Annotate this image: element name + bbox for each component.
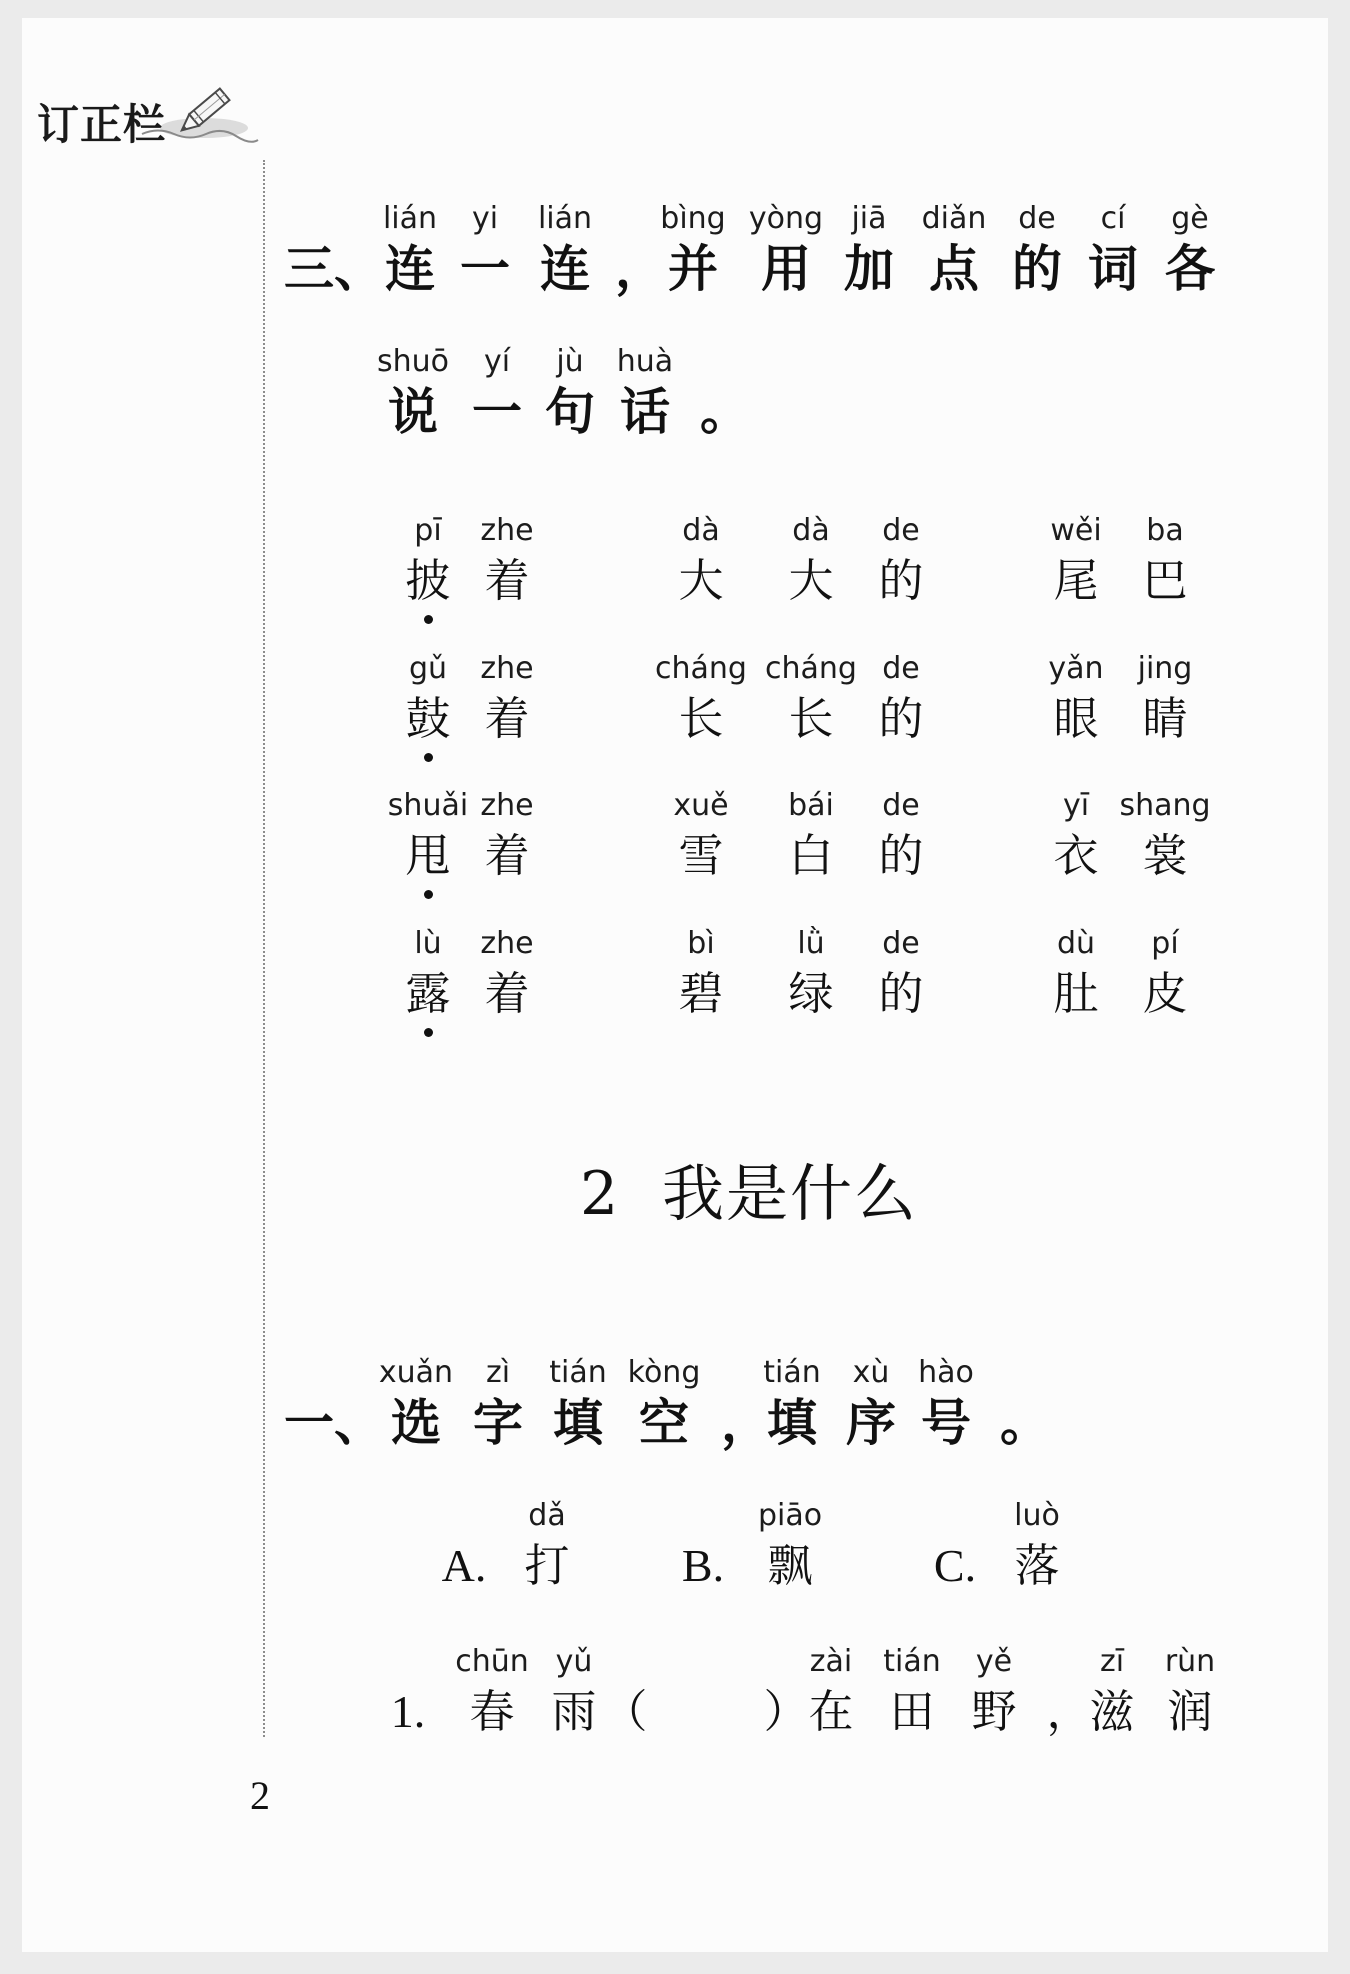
pinyin: zhe (480, 651, 534, 686)
hanzi: 落 (1014, 1539, 1060, 1592)
pinyin: yǔ (555, 1644, 593, 1679)
option-letter-text: A. (441, 1540, 487, 1591)
punctuation: 。 (700, 383, 750, 441)
hanzi: 碧 (678, 967, 724, 1020)
hanzi: 的 (878, 829, 924, 882)
correction-column-label: 订正栏 (37, 100, 167, 149)
pinyin: yí (483, 344, 511, 379)
punctuation: ， (721, 1394, 771, 1452)
hanzi: 用 (761, 240, 811, 298)
hanzi: 长 (788, 692, 834, 745)
char-cell (831, 511, 971, 611)
punctuation: （ (602, 1685, 648, 1738)
pinyin: gè (1171, 201, 1209, 236)
char-cell (831, 786, 971, 886)
page-number: 2 (250, 1773, 270, 1818)
option-letter-text: B. (681, 1540, 725, 1591)
hanzi: 衣 (1053, 829, 1099, 882)
hanzi: 雪 (678, 829, 724, 882)
hanzi: 的 (878, 692, 924, 745)
word-match-row (0, 511, 1350, 623)
word-match-row (0, 649, 1350, 761)
section-1-instruction-line (0, 1353, 1350, 1465)
emphasis-dot (424, 890, 433, 899)
pinyin: hào (918, 1355, 974, 1390)
emphasis-dot (424, 1028, 433, 1037)
pinyin: luò (1014, 1498, 1060, 1533)
hanzi: 着 (484, 554, 530, 607)
punctuation-cell (955, 1353, 1095, 1453)
pinyin: zhe (480, 513, 534, 548)
hanzi: 裳 (1142, 829, 1188, 882)
pinyin: cháng (765, 651, 857, 686)
char-cell (1095, 511, 1235, 611)
char-cell (437, 511, 577, 611)
pinyin: zài (809, 1644, 853, 1679)
hanzi: 眼 (1053, 692, 1099, 745)
pinyin: rùn (1164, 1644, 1216, 1679)
pinyin: cháng (655, 651, 747, 686)
pinyin: bìng (660, 201, 726, 236)
punctuation: 。 (1000, 1394, 1050, 1452)
char-cell (1095, 649, 1235, 749)
hanzi: 尾 (1053, 554, 1099, 607)
pinyin: zī (1099, 1644, 1125, 1679)
lesson-title: 我是什么 (662, 1157, 919, 1230)
section-3-instruction-line-2 (0, 342, 1350, 454)
pinyin: shang (1119, 788, 1211, 823)
pinyin: lián (537, 201, 593, 236)
char-cell (437, 924, 577, 1024)
hanzi: 大 (678, 554, 724, 607)
hanzi: 长 (678, 692, 724, 745)
pinyin: jù (556, 344, 584, 379)
hanzi: 大 (788, 554, 834, 607)
hanzi: 润 (1167, 1685, 1213, 1738)
pinyin: bái (788, 788, 834, 823)
pinyin: dǎ (528, 1498, 566, 1533)
pinyin: de (882, 513, 920, 548)
hanzi: 白 (788, 829, 834, 882)
pinyin: zhe (480, 926, 534, 961)
word-match-row (0, 924, 1350, 1036)
char-cell (1120, 1642, 1260, 1742)
pinyin: zhe (480, 788, 534, 823)
hanzi: 披 (405, 554, 451, 607)
pinyin: yě (975, 1644, 1013, 1679)
pinyin: wěi (1050, 513, 1102, 548)
hanzi: 填 (767, 1394, 817, 1452)
punctuation: ） (763, 1685, 809, 1738)
pinyin: de (882, 926, 920, 961)
hanzi: 连 (385, 240, 435, 298)
section-number-text: 一、 (284, 1394, 384, 1452)
section-number-text: 三、 (284, 240, 384, 298)
hanzi: 在 (808, 1685, 854, 1738)
pinyin: bì (687, 926, 715, 961)
char-cell (831, 924, 971, 1024)
hanzi: 着 (484, 967, 530, 1020)
hanzi: 飘 (767, 1539, 813, 1592)
pinyin: tián (763, 1355, 821, 1390)
hanzi: 打 (524, 1539, 570, 1592)
option-char-cell (967, 1496, 1107, 1596)
hanzi: 的 (1012, 240, 1062, 298)
hanzi: 话 (620, 383, 670, 441)
pinyin: jiā (851, 201, 887, 236)
hanzi: 鼓 (405, 692, 451, 745)
pinyin: xuǎn (378, 1355, 454, 1390)
hanzi: 选 (391, 1394, 441, 1452)
option-char-cell (720, 1496, 860, 1596)
pinyin: tián (549, 1355, 607, 1390)
pinyin: chūn (455, 1644, 529, 1679)
hanzi: 睛 (1142, 692, 1188, 745)
pinyin: piāo (757, 1498, 823, 1533)
pinyin: shuǎi (387, 788, 469, 823)
pinyin: dù (1056, 926, 1096, 961)
hanzi: 序 (846, 1394, 896, 1452)
pinyin: dà (792, 513, 830, 548)
hanzi: 肚 (1053, 967, 1099, 1020)
hanzi: 皮 (1142, 967, 1188, 1020)
question-1-line (0, 1642, 1350, 1754)
pinyin: jing (1137, 651, 1193, 686)
punctuation: ， (1046, 1685, 1092, 1738)
hanzi: 绿 (788, 967, 834, 1020)
pinyin: gǔ (408, 651, 448, 686)
char-cell (437, 786, 577, 886)
pinyin: de (882, 651, 920, 686)
answer-options (0, 1496, 1350, 1608)
hanzi: 空 (639, 1394, 689, 1452)
pinyin: dà (682, 513, 720, 548)
emphasis-dot (424, 753, 433, 762)
pinyin: lián (382, 201, 438, 236)
word-match-row (0, 786, 1350, 898)
hanzi: 填 (553, 1394, 603, 1452)
pinyin: kòng (627, 1355, 701, 1390)
hanzi: 野 (971, 1685, 1017, 1738)
pinyin: xù (852, 1355, 890, 1390)
hanzi: 号 (921, 1394, 971, 1452)
hanzi: 着 (484, 692, 530, 745)
hanzi: 连 (540, 240, 590, 298)
hanzi: 各 (1165, 240, 1215, 298)
pinyin: de (882, 788, 920, 823)
char-cell (1095, 786, 1235, 886)
punctuation: ， (615, 240, 665, 298)
section-3-instruction-line-1 (0, 199, 1350, 311)
pinyin: huà (616, 344, 674, 379)
pinyin: zì (485, 1355, 511, 1390)
option-char-cell (477, 1496, 617, 1596)
hanzi: 并 (668, 240, 718, 298)
hanzi: 一 (460, 240, 510, 298)
option-letter-text: C. (933, 1540, 977, 1591)
pinyin: xuě (673, 788, 729, 823)
hanzi: 字 (473, 1394, 523, 1452)
pinyin: pī (414, 513, 442, 548)
pinyin: tián (883, 1644, 941, 1679)
hanzi: 春 (469, 1685, 515, 1738)
hanzi: 加 (844, 240, 894, 298)
pinyin: yǎn (1048, 651, 1104, 686)
hanzi: 甩 (405, 829, 451, 882)
question-number-text: 1. (390, 1686, 426, 1737)
hanzi: 句 (545, 383, 595, 441)
char-cell (437, 649, 577, 749)
hanzi: 的 (878, 554, 924, 607)
hanzi: 说 (388, 383, 438, 441)
hanzi: 一 (472, 383, 522, 441)
hanzi: 滋 (1089, 1685, 1135, 1738)
punctuation-cell (655, 342, 795, 442)
hanzi: 着 (484, 829, 530, 882)
pinyin: pí (1151, 926, 1179, 961)
pinyin: cí (1100, 201, 1126, 236)
hanzi: 词 (1088, 240, 1138, 298)
answer-blank-open (555, 1642, 695, 1742)
hanzi: 点 (929, 240, 979, 298)
pinyin: shuō (376, 344, 449, 379)
pinyin: yī (1062, 788, 1090, 823)
pinyin: de (1018, 201, 1056, 236)
char-cell (1095, 924, 1235, 1024)
hanzi: 田 (889, 1685, 935, 1738)
pinyin: lù (414, 926, 442, 961)
char-cell (1120, 199, 1260, 299)
pinyin: yi (471, 201, 499, 236)
lesson-number: 2 (580, 1159, 619, 1229)
hanzi: 的 (878, 967, 924, 1020)
pinyin: ba (1146, 513, 1184, 548)
pinyin: yòng (748, 201, 824, 236)
pinyin: diǎn (921, 201, 987, 236)
hanzi: 雨 (551, 1685, 597, 1738)
pinyin: lǜ (797, 926, 825, 961)
hanzi: 露 (405, 967, 451, 1020)
char-cell (831, 649, 971, 749)
emphasis-dot (424, 615, 433, 624)
hanzi: 巴 (1142, 554, 1188, 607)
